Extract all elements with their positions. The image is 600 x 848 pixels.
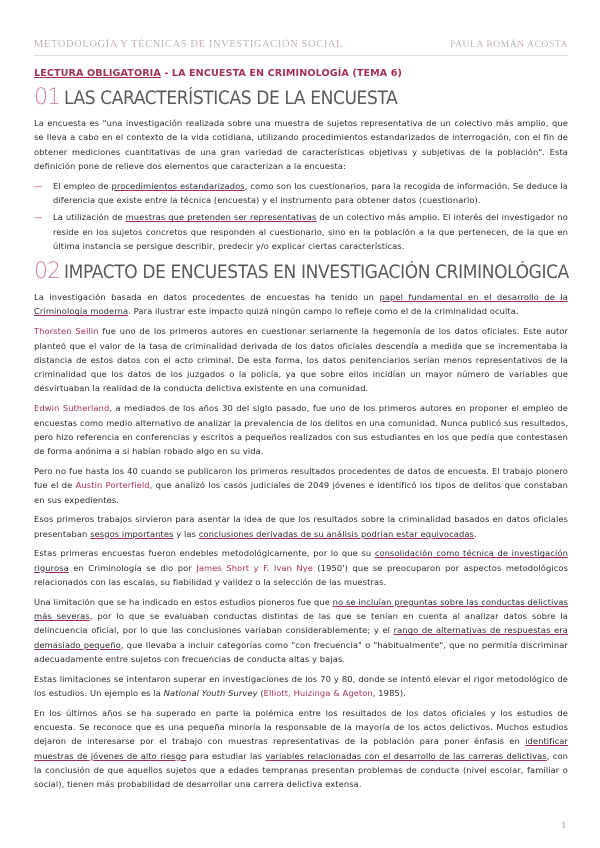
author-name: Edwin Sutherland	[34, 403, 110, 414]
paragraph: Thorsten Sellin fue uno de los primeros autores en cuestionar seriamente la hegemonía de los datos oficiales. Este autor planteó que el valor de la tasa de criminalidad derivada de los datos oficiales descendía a medida que se incrementaba la distancia de estos datos con el acto criminal. De esta forma, los datos penitenciarios serían menos representativos de la criminalidad que los datos de los juzgados o la policía, ya que sobre ellos incidían un mayor número de variables que desvirtuaban la realidad de la conducta delictiva existente en una comunidad.	[34, 326, 568, 394]
reading-subtitle: - LA ENCUESTA EN CRIMINOLOGÍA (TEMA 6)	[160, 68, 402, 79]
author-name: Thorsten Sellin	[34, 326, 99, 337]
highlighted-term: consolidación como técnica de investigación rigurosa	[34, 548, 568, 573]
highlighted-term: papel fundamental en el desarrollo de la Criminología moderna	[34, 292, 568, 317]
highlighted-term: rango de alternativas de respuestas era demasiado pequeño	[34, 625, 568, 650]
paragraph: Estas limitaciones se intentaron superar en investigaciones de los 70 y 80, donde se intentó elevar el rigor metodológico de los estudios. Un ejemplo es la National Youth Survey (Elliott, Huizinga & Ageton, 1985).	[34, 673, 568, 699]
paragraph: Pero no fue hasta los 40 cuando se publicaron los primeros resultados procedentes de datos de encuesta. El trabajo pionero fue el de Austin Porterfield, que analizó los casos judiciales de 2049 jóvenes e identificó los tipos de delitos que constaban en sus expedientes.	[34, 465, 568, 505]
list-item: — El empleo de procedimientos estandarizados, como son los cuestionarios, para la recogida de información. Se deduce la diferencia que existe entre la técnica (encuesta) y el instrumento para obtener datos (cuestionario).	[34, 180, 568, 205]
dash-bullet-icon: —	[34, 212, 43, 223]
author-name: Austin Porterfield	[75, 480, 150, 491]
section-title: LAS CARACTERÍSTICAS DE LA ENCUESTA	[64, 88, 398, 109]
highlighted-term: conclusiones derivadas de su análisis podrían estar equivocadas	[198, 528, 474, 539]
section-title: IMPACTO DE ENCUESTAS EN INVESTIGACIÓN CRIMINOLÓGICA	[64, 262, 569, 284]
header-course-title: METODOLOGÍA Y TÉCNICAS DE INVESTIGACIÓN SOCIAL	[34, 39, 344, 50]
list-item: — La utilización de muestras que pretenden ser representativas de un colectivo más amplio. El interés del investigador no reside en los sujetos concretos que responden al cuestionario, sino en la población a la que pertenecen, de la que en última instancia se persigue describir, predecir y/o explicar ciertas características.	[34, 212, 568, 251]
highlighted-term: sesgos importantes	[90, 528, 174, 539]
section-number: 01	[34, 85, 60, 110]
paragraph: Una limitación que se ha indicado en estos estudios pioneros fue que no se incluían preguntas sobre las conductas delictivas más severas, por lo que se evaluaban conductas distintas de las que se tenían en cuenta al analizar datos sobre la delincuencia oficial, por lo que las conclusiones variaban considerablemente; y el rango de alternativas de respuestas era demasiado pequeño, que llevaba a incluir categorías como "con frecuencia" o "habitualmente", que no permitía discriminar adecuadamente entre sujetos con frecuencias de conducta altas y bajas.	[34, 596, 569, 664]
author-name: Elliott, Huizinga & Ageton	[263, 688, 373, 699]
highlighted-term: variables relacionadas con el desarrollo de las carreras delictivas	[265, 750, 547, 761]
highlighted-term: identificar muestras de jóvenes de alto riesgo	[34, 736, 568, 761]
dash-bullet-icon: —	[34, 180, 43, 191]
page-number: 1	[561, 820, 566, 830]
reading-title	[34, 68, 568, 79]
paragraph: Esos primeros trabajos sirvieron para asentar la idea de que los resultados sobre la criminalidad basados en datos oficiales presentaban sesgos importantes y las conclusiones derivadas de su análisis podrían estar equivocadas.	[34, 514, 568, 539]
survey-title: National Youth Survey	[163, 688, 258, 699]
bullet-list	[34, 179, 568, 253]
section-number: 02	[34, 259, 60, 285]
paragraph: Edwin Sutherland, a mediados de los años 30 del siglo pasado, fue uno de los primeros autores en proponer el empleo de encuestas como medio alternativo de analizar la prevalencia de los delitos en una comunidad. Nunca publicó sus resultados, pero hizo referencia en conferencias y escritos a pequeños realizados con sus estudiantes en los que pedía que contestasen de forma anónima a si habían robado algo en su vida.	[34, 403, 569, 457]
highlighted-term: procedimientos estandarizados	[111, 180, 245, 191]
section-heading-1	[34, 85, 568, 110]
highlighted-term: no se incluían preguntas sobre las conductas delictivas más severas	[34, 596, 568, 622]
page-header	[34, 36, 568, 50]
author-name: James Short y F. Ivan Nye	[196, 562, 313, 573]
reading-label: LECTURA OBLIGATORIA	[34, 68, 161, 79]
header-author: PAULA ROMÁN ACOSTA	[450, 40, 568, 50]
paragraph: En los últimos años se ha superado en parte la polémica entre los resultados de los datos oficiales y los estudios de encuesta. Se reconoce que es una pequeña minoría la responsable de la mayoría de los actos delictivos. Muchos estudios dejaron de interesarse por el trabajo con muestras representativas de la población para poner énfasis en identificar muestras de jóvenes de alto riesgo para estudiar las variables relacionadas con el desarrollo de las carreras delictivas, con la conclusión de que aquellos sujetos que a edades tempranas presentan problemas de conducta (nivel escolar, familiar o social), tienen más probabilidad de desarrollar una carrera delictiva extensa.	[34, 707, 568, 790]
paragraph: La investigación basada en datos procedentes de encuestas ha tenido un papel fundamental en el desarrollo de la Criminología moderna. Para ilustrar este impacto quizá ningún campo lo refleje como el de la criminalidad oculta.	[34, 292, 568, 317]
paragraph: Estas primeras encuestas fueron endebles metodológicamente, por lo que su consolidación como técnica de investigación rigurosa en Criminología se dio por James Short y F. Ivan Nye (1950') que se preocuparon por aspectos metodológicos relacionados con las escalas, su fiabilidad y validez o la selección de las muestras.	[34, 548, 569, 588]
highlighted-term: muestras que pretenden ser representativas	[125, 212, 317, 223]
section-heading-2	[34, 259, 568, 284]
paragraph: La encuesta es "una investigación realizada sobre una muestra de sujetos representativa de un colectivo más amplio, que se lleva a cabo en el contexto de la vida cotidiana, utilizando procedimientos estandarizados de interrogación, con el fin de obtener mediciones cuantitativas de una gran variedad de características objetivas y subjetivas de la población". Esta definición pone de relieve dos elementos que caracterizan a la encuesta:	[34, 118, 568, 171]
header-divider	[34, 55, 568, 56]
page-content	[34, 68, 568, 797]
